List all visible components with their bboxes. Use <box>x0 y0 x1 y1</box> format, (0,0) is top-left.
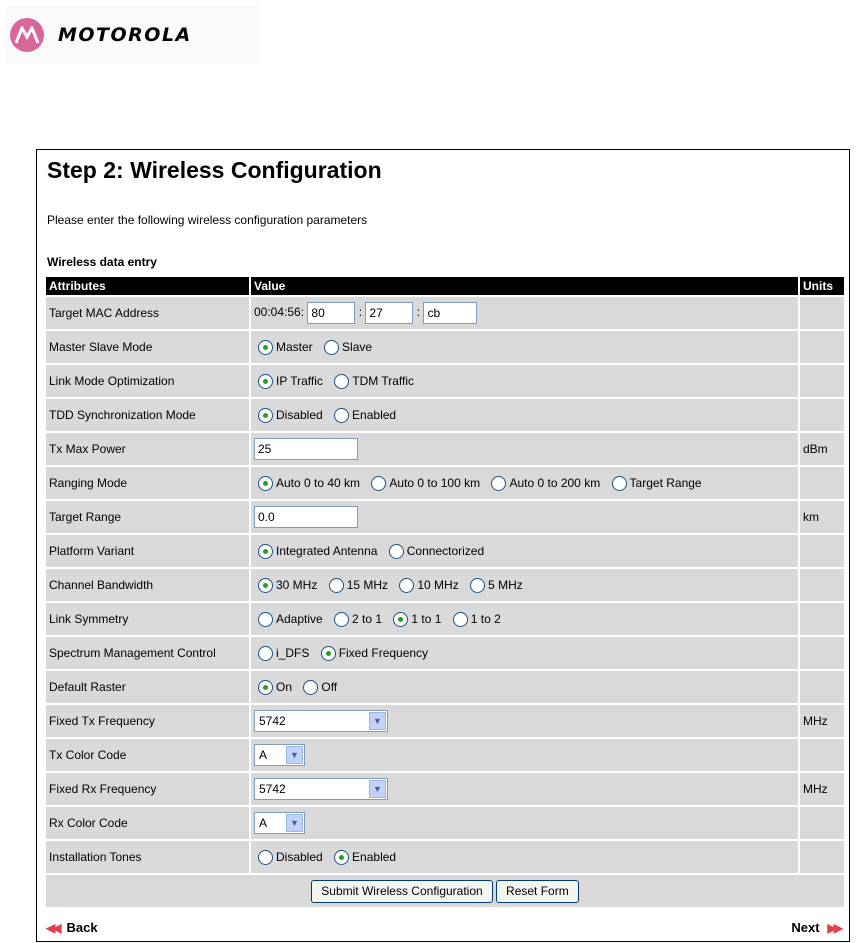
bw-5-radio[interactable] <box>470 578 485 593</box>
motorola-batwing-icon <box>10 18 44 52</box>
mac-separator: : <box>416 305 421 320</box>
bandwidth-cell <box>251 569 798 601</box>
fixed-frequency-label: Fixed Frequency <box>338 646 429 661</box>
chevron-down-icon[interactable]: ▼ <box>286 746 303 764</box>
motorola-logo <box>6 6 260 64</box>
symmetry-cell <box>251 603 798 635</box>
row-label: Master Slave Mode <box>46 331 249 363</box>
fixed-tx-frequency-value: 5742 <box>259 714 286 728</box>
raster-off-label: Off <box>321 680 338 695</box>
reset-form-button[interactable]: Reset Form <box>496 880 579 903</box>
target-range-cell <box>251 501 798 533</box>
units-cell: MHz <box>800 773 844 805</box>
table-row <box>46 739 844 771</box>
install-tones-cell <box>251 841 798 873</box>
slave-radio[interactable] <box>324 340 339 355</box>
table-row <box>46 501 844 533</box>
table-row <box>46 705 844 737</box>
master-radio[interactable] <box>258 340 273 355</box>
row-label: TDD Synchronization Mode <box>46 399 249 431</box>
units-cell <box>800 399 844 431</box>
tx-max-power-input[interactable]: 25 <box>254 438 358 460</box>
units-cell <box>800 365 844 397</box>
mac-octet3-input[interactable]: cb <box>423 302 477 324</box>
table-row <box>46 841 844 873</box>
master-label: Master <box>276 340 313 355</box>
units-cell <box>800 637 844 669</box>
row-label: Tx Color Code <box>46 739 249 771</box>
integrated-antenna-radio[interactable] <box>258 544 273 559</box>
units-cell <box>800 535 844 567</box>
row-label: Link Symmetry <box>46 603 249 635</box>
sym-1to2-radio[interactable] <box>453 612 468 627</box>
tdd-enabled-radio[interactable] <box>334 408 349 423</box>
ranging-40-label: Auto 0 to 40 km <box>276 476 361 491</box>
units-cell <box>800 331 844 363</box>
row-label: Target MAC Address <box>46 297 249 329</box>
bw-15-radio[interactable] <box>329 578 344 593</box>
next-label: Next <box>791 920 820 935</box>
units-cell: dBm <box>800 433 844 465</box>
row-label: Link Mode Optimization <box>46 365 249 397</box>
header-value: Value <box>251 277 798 295</box>
mac-prefix: 00:04:56: <box>254 305 305 320</box>
slave-label: Slave <box>342 340 373 355</box>
rx-color-code-value: A <box>259 816 268 830</box>
double-left-arrow-icon: ◀◀ <box>46 920 59 935</box>
mac-value-cell <box>251 297 798 329</box>
page-title: Step 2: Wireless Configuration <box>47 157 382 183</box>
sym-1to1-label: 1 to 1 <box>411 612 442 627</box>
platform-cell <box>251 535 798 567</box>
mac-octet2-input[interactable]: 27 <box>365 302 413 324</box>
adaptive-radio[interactable] <box>258 612 273 627</box>
rx-color-code-select[interactable] <box>254 812 305 834</box>
row-label: Default Raster <box>46 671 249 703</box>
connectorized-radio[interactable] <box>389 544 404 559</box>
chevron-down-icon[interactable]: ▼ <box>369 780 386 798</box>
table-row <box>46 671 844 703</box>
table-row <box>46 399 844 431</box>
units-cell <box>800 739 844 771</box>
tones-disabled-label: Disabled <box>276 850 323 865</box>
ranging-target-label: Target Range <box>629 476 702 491</box>
double-right-arrow-icon: ▶▶ <box>827 920 840 935</box>
table-row <box>46 433 844 465</box>
adaptive-label: Adaptive <box>276 612 323 627</box>
ranging-100-label: Auto 0 to 100 km <box>389 476 481 491</box>
units-cell <box>800 297 844 329</box>
fixed-frequency-radio[interactable] <box>321 646 336 661</box>
table-row <box>46 297 844 329</box>
row-label: Channel Bandwidth <box>46 569 249 601</box>
button-cell <box>46 875 844 907</box>
table-row <box>46 365 844 397</box>
units-cell <box>800 467 844 499</box>
tx-color-code-select[interactable] <box>254 744 305 766</box>
units-cell <box>800 807 844 839</box>
integrated-antenna-label: Integrated Antenna <box>276 544 378 559</box>
back-link[interactable] <box>46 920 98 935</box>
link-mode-cell <box>251 365 798 397</box>
button-row <box>46 875 844 907</box>
tdd-disabled-label: Disabled <box>276 408 323 423</box>
table-row <box>46 535 844 567</box>
header-row <box>46 277 844 295</box>
ip-traffic-radio[interactable] <box>258 374 273 389</box>
tones-disabled-radio[interactable] <box>258 850 273 865</box>
sym-1to1-radio[interactable] <box>393 612 408 627</box>
raster-off-radio[interactable] <box>303 680 318 695</box>
intro-text: Please enter the following wireless configuration parameters <box>47 213 368 227</box>
chevron-down-icon[interactable]: ▼ <box>369 712 386 730</box>
sym-2to1-label: 2 to 1 <box>352 612 383 627</box>
units-cell <box>800 569 844 601</box>
bw-10-radio[interactable] <box>399 578 414 593</box>
sym-1to2-label: 1 to 2 <box>470 612 501 627</box>
row-label: Platform Variant <box>46 535 249 567</box>
raster-cell <box>251 671 798 703</box>
table-row <box>46 467 844 499</box>
idfs-radio[interactable] <box>258 646 273 661</box>
raster-on-radio[interactable] <box>258 680 273 695</box>
row-label: Ranging Mode <box>46 467 249 499</box>
mac-octet1-input[interactable]: 80 <box>307 302 355 324</box>
bw-5-label: 5 MHz <box>488 578 523 593</box>
back-label: Back <box>66 920 98 935</box>
connectorized-label: Connectorized <box>406 544 485 559</box>
tx-power-cell <box>251 433 798 465</box>
ranging-100-radio[interactable] <box>371 476 386 491</box>
chevron-down-icon[interactable]: ▼ <box>286 814 303 832</box>
section-heading: Wireless data entry <box>47 255 157 269</box>
row-label: Fixed Tx Frequency <box>46 705 249 737</box>
row-label: Fixed Rx Frequency <box>46 773 249 805</box>
rx-color-cell <box>251 807 798 839</box>
units-cell <box>800 671 844 703</box>
ranging-200-radio[interactable] <box>491 476 506 491</box>
table-row <box>46 773 844 805</box>
brand-name: MOTOROLA <box>58 24 192 46</box>
table-row <box>46 807 844 839</box>
tdm-traffic-label: TDM Traffic <box>352 374 415 389</box>
table-row <box>46 637 844 669</box>
fixed-tx-cell <box>251 705 798 737</box>
bw-30-radio[interactable] <box>258 578 273 593</box>
ip-traffic-label: IP Traffic <box>276 374 323 389</box>
header-units: Units <box>800 277 844 295</box>
idfs-label: i_DFS <box>276 646 310 661</box>
bw-10-label: 10 MHz <box>417 578 459 593</box>
mac-separator: : <box>358 305 363 320</box>
bw-30-label: 30 MHz <box>276 578 318 593</box>
target-range-input[interactable]: 0.0 <box>254 506 358 528</box>
table-row <box>46 569 844 601</box>
row-label: Installation Tones <box>46 841 249 873</box>
master-slave-cell <box>251 331 798 363</box>
wireless-config-panel <box>36 149 850 942</box>
units-cell: km <box>800 501 844 533</box>
submit-wireless-configuration-button[interactable]: Submit Wireless Configuration <box>311 880 492 903</box>
tdm-traffic-radio[interactable] <box>334 374 349 389</box>
tones-enabled-radio[interactable] <box>334 850 349 865</box>
raster-on-label: On <box>276 680 293 695</box>
ranging-cell <box>251 467 798 499</box>
ranging-200-label: Auto 0 to 200 km <box>509 476 601 491</box>
tdd-enabled-label: Enabled <box>352 408 397 423</box>
tx-color-cell <box>251 739 798 771</box>
tdd-cell <box>251 399 798 431</box>
fixed-rx-cell <box>251 773 798 805</box>
table-row <box>46 603 844 635</box>
sym-2to1-radio[interactable] <box>334 612 349 627</box>
fixed-rx-frequency-select[interactable] <box>254 778 388 800</box>
row-label: Spectrum Management Control <box>46 637 249 669</box>
spectrum-cell <box>251 637 798 669</box>
units-cell <box>800 841 844 873</box>
bw-15-label: 15 MHz <box>346 578 389 593</box>
ranging-40-radio[interactable] <box>258 476 273 491</box>
tones-enabled-label: Enabled <box>352 850 397 865</box>
config-table <box>44 275 846 909</box>
table-row <box>46 331 844 363</box>
tx-color-code-value: A <box>259 748 268 762</box>
units-cell <box>800 603 844 635</box>
row-label: Rx Color Code <box>46 807 249 839</box>
next-link[interactable] <box>791 920 840 935</box>
row-label: Target Range <box>46 501 249 533</box>
fixed-tx-frequency-select[interactable] <box>254 710 388 732</box>
fixed-rx-frequency-value: 5742 <box>259 782 286 796</box>
units-cell: MHz <box>800 705 844 737</box>
ranging-target-radio[interactable] <box>612 476 627 491</box>
header-attributes: Attributes <box>46 277 249 295</box>
row-label: Tx Max Power <box>46 433 249 465</box>
tdd-disabled-radio[interactable] <box>258 408 273 423</box>
